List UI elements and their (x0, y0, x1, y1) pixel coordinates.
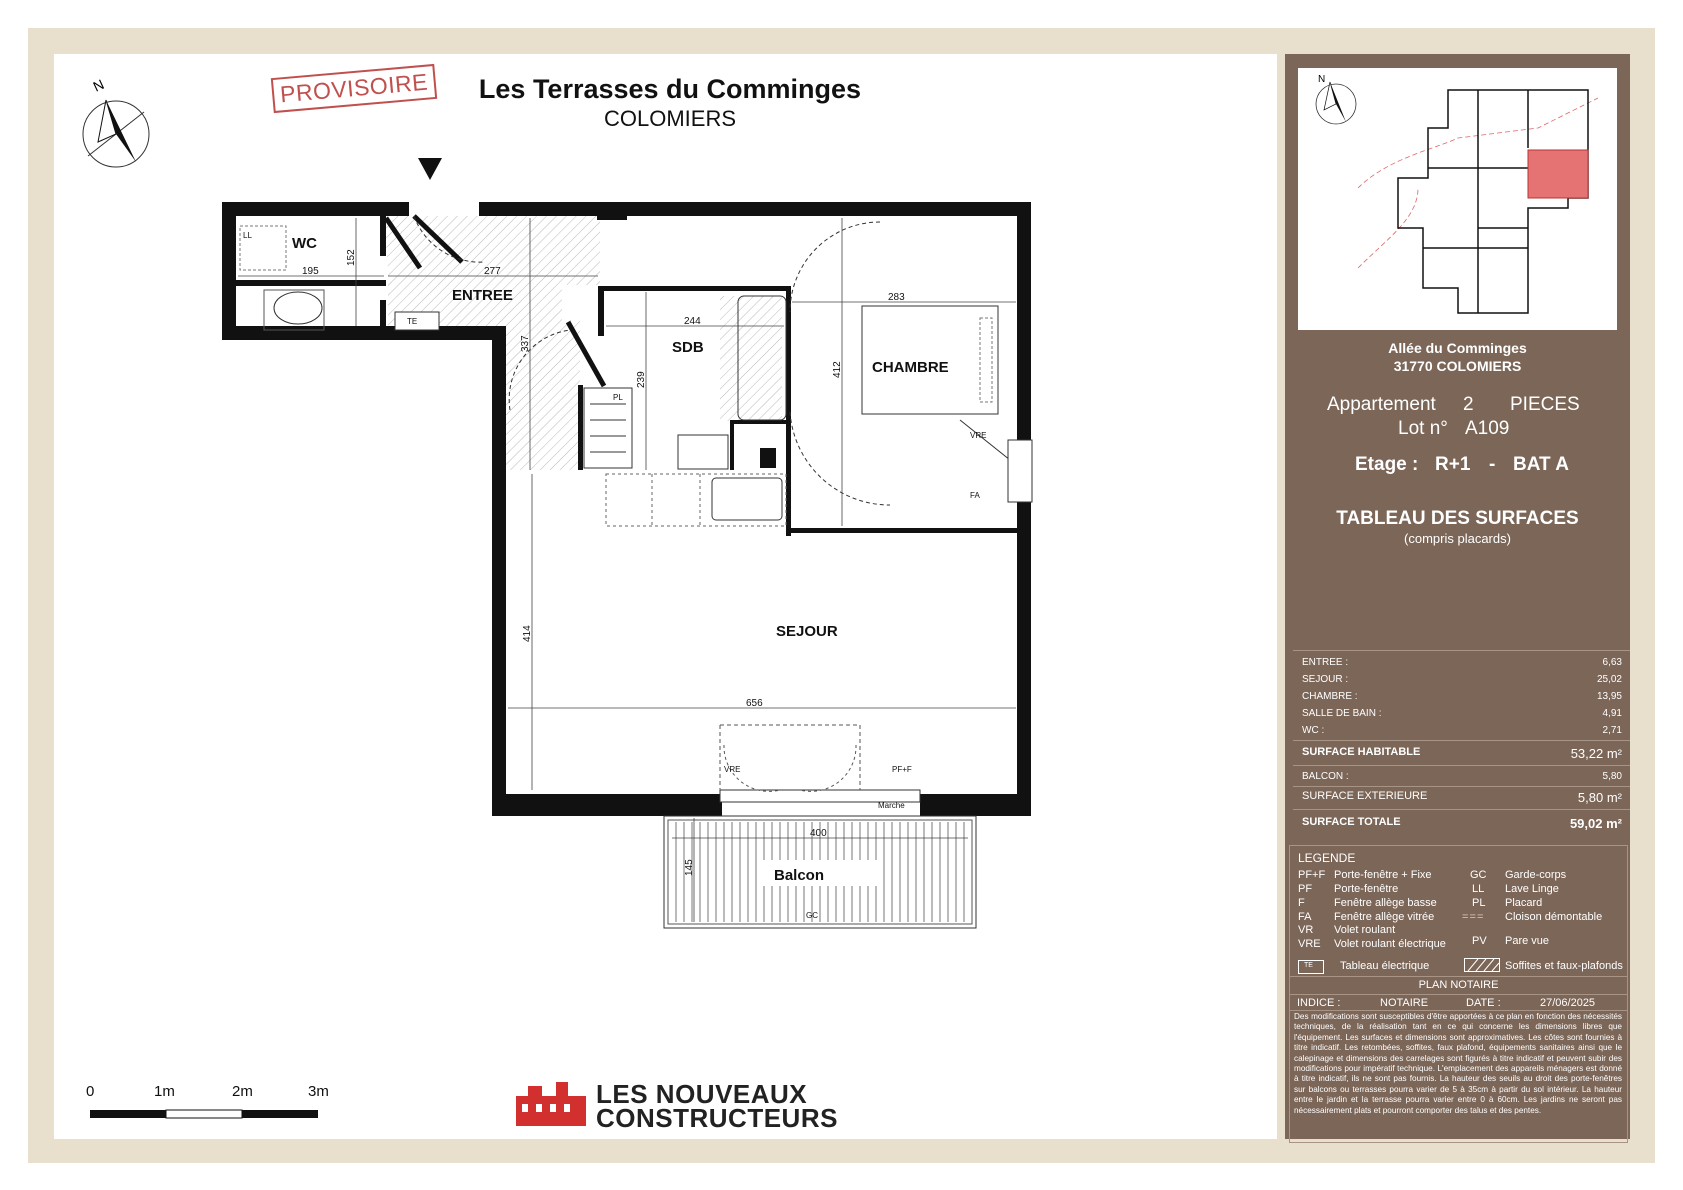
legend-text-vre: Volet roulant électrique (1334, 938, 1446, 950)
scale-bar (88, 1104, 328, 1124)
chambre-window (1008, 440, 1032, 502)
etage-value: R+1 (1435, 454, 1471, 475)
legend-text-te: Tableau électrique (1340, 960, 1430, 972)
dim-wc-depth: 152 (346, 249, 357, 266)
dim-balcon-depth: 145 (684, 859, 695, 876)
legend-text-fa: Fenêtre allège vitrée (1334, 911, 1435, 923)
toilet-bowl-icon (274, 292, 322, 324)
key-plan-drawing (1298, 68, 1617, 330)
kitchen-sink (712, 478, 782, 520)
surface-row-chambre: CHAMBRE : 13,95 (1302, 691, 1622, 702)
boiler (760, 448, 776, 468)
logo-text (596, 1079, 838, 1133)
dim-sejour-width: 656 (746, 698, 763, 709)
legend-text-vr: Volet roulant (1334, 924, 1396, 936)
legend-text-pf: Porte-fenêtre (1334, 883, 1399, 895)
surface-row-sdb: SALLE DE BAIN : 4,91 (1302, 708, 1622, 719)
indice-label: INDICE : (1297, 997, 1341, 1009)
room-label-wc: WC (292, 235, 317, 252)
legend-text-soffites: Soffites et faux-plafonds (1505, 960, 1623, 972)
legend-hatch-swatch (1464, 958, 1500, 972)
dim-chambre-width: 283 (888, 292, 905, 303)
surface-row-sejour: SEJOUR : 25,02 (1302, 674, 1622, 685)
logo-icon (514, 1082, 592, 1130)
legend-code-f: F (1298, 897, 1305, 909)
legend-code-gc: GC (1470, 869, 1487, 881)
legend-text-pv: Pare vue (1505, 935, 1550, 947)
key-plan (1298, 68, 1617, 330)
legend-title: LEGENDE (1298, 851, 1356, 865)
kitchen-counter (606, 474, 786, 526)
key-plan-highlighted-lot (1528, 150, 1588, 198)
tag-marche: Marche (878, 801, 905, 810)
room-label-sejour: SEJOUR (776, 623, 838, 640)
soffite-area-sdb (720, 296, 782, 421)
dim-wc-width: 195 (302, 266, 319, 277)
dim-chambre-depth: 412 (832, 361, 843, 378)
address-line2: 31770 COLOMIERS (1393, 358, 1522, 374)
logo-line2: CONSTRUCTEURS (596, 1103, 838, 1133)
surface-habitable-row: SURFACE HABITABLE 53,22 m² (1302, 746, 1622, 761)
legend-text-ll: Lave Linge (1505, 883, 1559, 895)
tag-vre-sejour: VRE (724, 765, 741, 774)
room-label-sdb: SDB (672, 339, 704, 356)
scale-label-2m: 2m (232, 1083, 253, 1100)
surface-row-entree: ENTREE : 6,63 (1302, 657, 1622, 668)
legend-code-fa: FA (1298, 911, 1312, 923)
disclaimer-text: Des modifications sont susceptibles d'être apportées à ce plan en fonction des nécessités techniques, de la réalisation tant en ce qui concerne les dimensions libres que l'équipement. Les surfaces et dimensions sont approximatives. Les côtes sont fournies à titre indicatif. Les retombées, soffites, faux plafond, équipements sanitaires ainsi que le calepinage et dimensions des carrelages sont figurés à titre indicatif et peuvent subir des modifications pour impératif technique. L'emplacement des appareils ménagers est donné à titre indicatif, ils ne sont pas fournis. La hauteur des seuils au droit des porte-fenêtres sur balcons ou terrasses pourra varier de 5 à 35cm à partir du sol intérieur. La hauteur entre le jardin et la terrasse pourra varier entre 0 à 60cm. Les jardins ne seront pas nécessairement plats et pourront comporter des talus et des pentes. (1294, 1012, 1622, 1115)
etage-separator: - (1489, 454, 1496, 475)
surfaces-subtitle: (compris placards) (1404, 531, 1511, 546)
tag-te: TE (407, 317, 418, 326)
legend-code-pff: PF+F (1298, 869, 1326, 881)
legend-code-cloison: = = = (1462, 911, 1483, 923)
north-label: N (90, 76, 107, 95)
apartment-rooms: 2 (1463, 394, 1474, 415)
lot-value: A109 (1465, 418, 1510, 439)
plan-notaire-label: PLAN NOTAIRE (1418, 979, 1499, 991)
legend-text-pff: Porte-fenêtre + Fixe (1334, 869, 1432, 881)
project-title: Les Terrasses du Comminges (478, 74, 862, 104)
legend-code-pf: PF (1298, 883, 1313, 895)
legend-text-gc: Garde-corps (1505, 869, 1567, 881)
legend-code-pv: PV (1472, 935, 1487, 947)
dim-sejour-depth: 414 (522, 625, 533, 642)
provisoire-stamp: PROVISOIRE (271, 64, 438, 113)
apartment-label: Appartement (1327, 394, 1436, 415)
lot-label: Lot n° (1398, 418, 1448, 439)
tag-vre-chambre: VRE (970, 431, 987, 440)
tag-ll: LL (243, 231, 252, 240)
project-city: COLOMIERS (603, 106, 737, 131)
legend-code-vr: VR (1298, 924, 1314, 936)
entry-marker-icon (418, 158, 442, 180)
legend-code-ll: LL (1472, 883, 1485, 895)
surfaces-title: TABLEAU DES SURFACES (1336, 508, 1579, 529)
surface-totale-row: SURFACE TOTALE 59,02 m² (1302, 816, 1622, 831)
scale-label-0: 0 (86, 1083, 95, 1100)
room-label-entree: ENTREE (452, 287, 513, 304)
balcon-row: BALCON : 5,80 (1302, 771, 1622, 782)
dim-sdb-width: 244 (684, 316, 701, 327)
legend-te-swatch: TE (1298, 960, 1324, 974)
date-value: 27/06/2025 (1540, 997, 1596, 1009)
doors (386, 216, 890, 505)
logo-line1: LES NOUVEAUX (596, 1079, 808, 1109)
dim-sdb-depth: 239 (636, 371, 647, 388)
surface-exterieure-row: SURFACE EXTERIEURE 5,80 m² (1302, 790, 1622, 805)
key-plan-north-label: N (1318, 74, 1326, 85)
indice-value: NOTAIRE (1380, 997, 1429, 1009)
tag-gc: GC (806, 911, 818, 920)
exterior-walls (222, 202, 1031, 816)
tag-fa: FA (970, 491, 980, 500)
dim-entree-depth: 337 (520, 335, 531, 352)
building-name: BAT A (1513, 454, 1569, 475)
tag-pff: PF+F (892, 765, 912, 774)
dim-balcon-width: 400 (810, 828, 827, 839)
key-plan-building (1398, 90, 1588, 313)
apartment-type: PIECES (1510, 394, 1580, 415)
date-label: DATE : (1466, 997, 1501, 1009)
scale-label-1m: 1m (154, 1083, 175, 1100)
legend-code-vre: VRE (1298, 938, 1321, 950)
dim-entree-width: 277 (484, 266, 501, 277)
address-line1: Allée du Comminges (1388, 340, 1527, 356)
legend-text-cloison: Cloison démontable (1505, 911, 1603, 923)
etage-label: Etage : (1355, 454, 1419, 475)
surface-row-wc: WC : 2,71 (1302, 725, 1622, 736)
room-label-chambre: CHAMBRE (872, 359, 949, 376)
legend-text-pl: Placard (1505, 897, 1543, 909)
legend-code-pl: PL (1472, 897, 1486, 909)
tag-pl: PL (613, 393, 623, 402)
washbasin (678, 435, 728, 469)
legend-text-f: Fenêtre allège basse (1334, 897, 1437, 909)
scale-label-3m: 3m (308, 1083, 329, 1100)
room-label-balcon: Balcon (774, 867, 825, 884)
closet (584, 388, 632, 468)
